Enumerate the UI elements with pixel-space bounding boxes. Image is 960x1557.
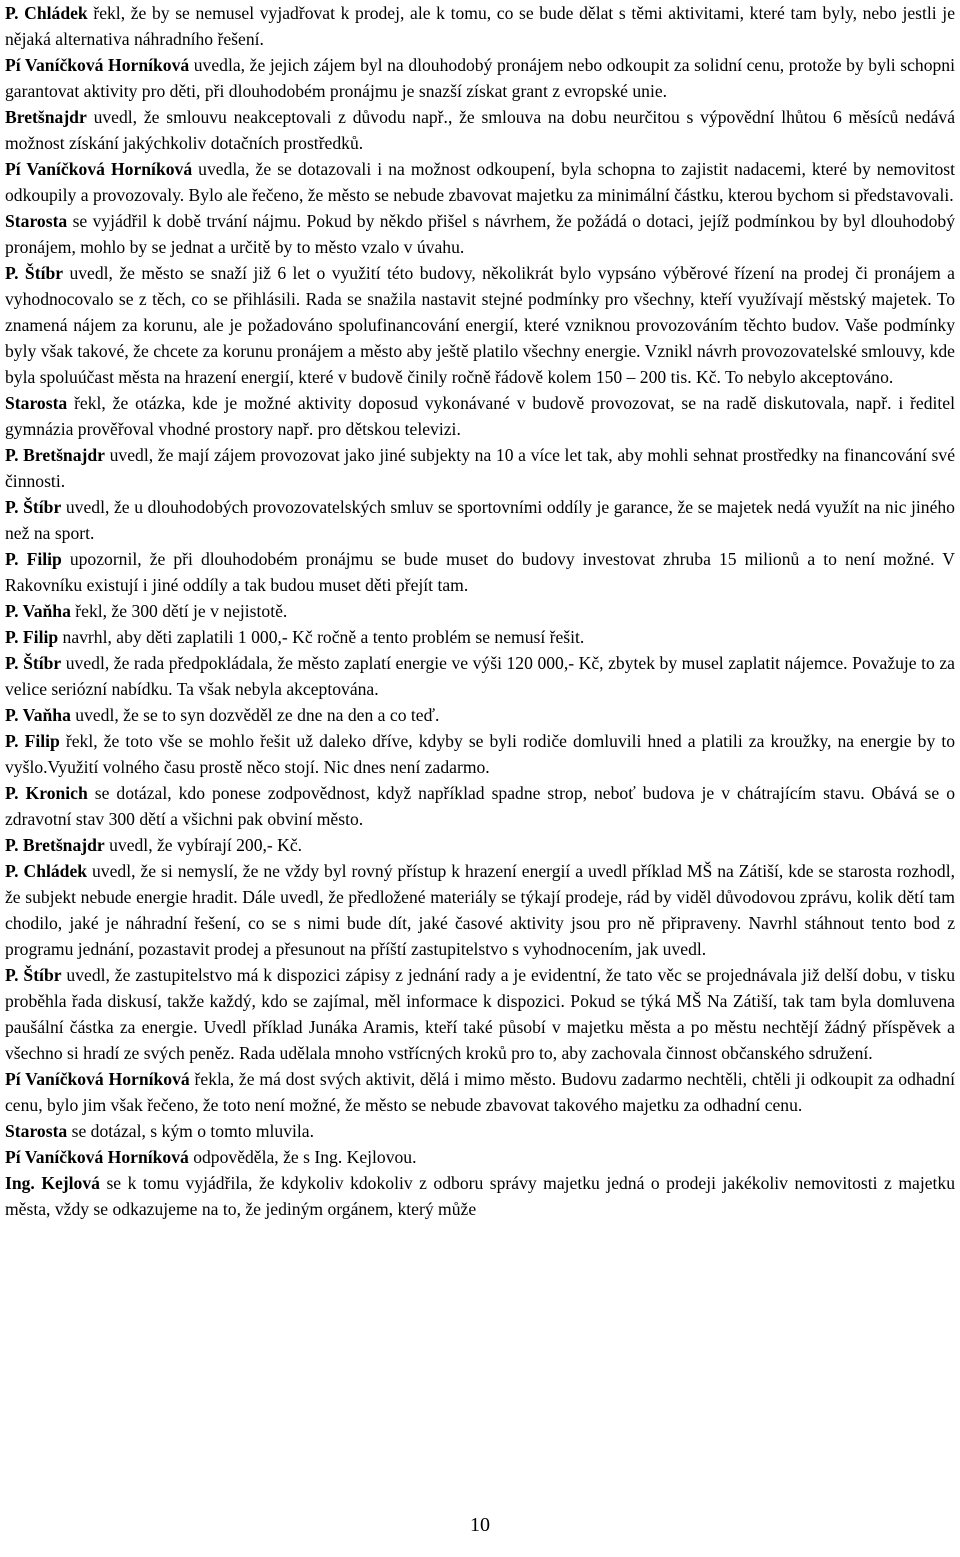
speaker-name: P. Bretšnajdr bbox=[5, 445, 105, 465]
minutes-paragraph bbox=[5, 104, 955, 156]
speaker-name: Ing. Kejlová bbox=[5, 1173, 100, 1193]
minutes-paragraph bbox=[5, 858, 955, 962]
paragraph-text: se dotázal, kdo ponese zodpovědnost, když například spadne strop, neboť budova je v chátrajícím stavu. Obává se o zdravotní stav 300 dětí a všichni pak obviní město. bbox=[5, 783, 955, 829]
speaker-name: P. Štíbr bbox=[5, 263, 64, 283]
paragraph-text: uvedl, že si nemyslí, že ne vždy byl rovný přístup k hrazení energií a uvedl příklad MŠ na Zátiší, kde se starosta rozhodl, že subjekt nebude energie hradit. Dále uvedl, že předložené materiály se týkají prodeje, rád by viděl důvodovou zprávu, kolik dětí tam chodilo, jaké je náhradní řešení, co se s nimi bude dít, jaké časové aktivity jsou pro ně připraveny. Navrhl stáhnout tento bod z programu jednání, pozastavit prodej a přesunout na příští zastupitelstvo s vyhodnocením, jak uvedl. bbox=[5, 861, 955, 959]
paragraph-text: uvedla, že jejich zájem byl na dlouhodobý pronájem nebo odkoupit za solidní cenu, protože by byli schopni garantovat aktivity pro děti, při dlouhodobém pronájmu je snazší získat grant z evropské unie. bbox=[5, 55, 955, 101]
paragraph-text: řekla, že má dost svých aktivit, dělá i mimo město. Budovu zadarmo nechtěli, chtěli ji odkoupit za odhadní cenu, bylo jim však řečeno, že toto není možné, že město se nebude zbavovat takového majetku za odhadní cenu. bbox=[5, 1069, 955, 1115]
paragraph-text: se k tomu vyjádřila, že kdykoliv kdokoliv z odboru správy majetku jedná o prodeji jakékoliv nemovitosti z majetku města, vždy se odkazujeme na to, že jediným orgánem, který může bbox=[5, 1173, 955, 1219]
minutes-paragraph bbox=[5, 962, 955, 1066]
speaker-name: P. Štíbr bbox=[5, 497, 62, 517]
document-page bbox=[5, 0, 955, 1222]
minutes-paragraph bbox=[5, 0, 955, 52]
speaker-name: P. Bretšnajdr bbox=[5, 835, 105, 855]
paragraph-text: uvedl, že zastupitelstvo má k dispozici zápisy z jednání rady a je evidentní, že tato věc se projednávala již delší dobu, v tisku proběhla řada diskusí, takže každý, kdo se zajímal, měl informace k dispozici. Pokud se týká MŠ Na Zátiší, tak tam byla domluvena paušální částka za energie. Uvedl příklad Junáka Aramis, kteří také působí v majetku města a po městu nechtějí žádný příspěvek a všechno si hradí ze svých peněz. Rada udělala mnoho vstřícných kroků pro to, aby zachovala činnost občanského sdružení. bbox=[5, 965, 955, 1063]
minutes-paragraph bbox=[5, 780, 955, 832]
paragraph-text: odpověděla, že s Ing. Kejlovou. bbox=[188, 1147, 417, 1167]
paragraph-list bbox=[5, 0, 955, 1222]
speaker-name: P. Filip bbox=[5, 627, 59, 647]
minutes-paragraph bbox=[5, 624, 955, 650]
speaker-name: Pí Vaníčková Horníková bbox=[5, 55, 190, 75]
paragraph-text: upozornil, že při dlouhodobém pronájmu se bude muset do budovy investovat zhruba 15 milionů a to není možné. V Rakovníku existují i jiné oddíly a tak budou muset děti přejít tam. bbox=[5, 549, 955, 595]
minutes-paragraph bbox=[5, 702, 955, 728]
speaker-name: Pí Vaníčková Horníková bbox=[5, 159, 193, 179]
minutes-paragraph bbox=[5, 390, 955, 442]
minutes-paragraph bbox=[5, 442, 955, 494]
speaker-name: P. Chládek bbox=[5, 3, 88, 23]
minutes-paragraph bbox=[5, 208, 955, 260]
speaker-name: Bretšnajdr bbox=[5, 107, 87, 127]
paragraph-text: navrhl, aby děti zaplatili 1 000,- Kč ročně a tento problém se nemusí řešit. bbox=[58, 627, 585, 647]
minutes-paragraph bbox=[5, 728, 955, 780]
paragraph-text: řekl, že 300 dětí je v nejistotě. bbox=[70, 601, 288, 621]
speaker-name: P. Filip bbox=[5, 731, 60, 751]
paragraph-text: se vyjádřil k době trvání nájmu. Pokud by někdo přišel s návrhem, že požádá o dotaci, jejíž podmínkou by byl dlouhodobý pronájem, mohlo by se jednat a určitě by to město vzalo v úvahu. bbox=[5, 211, 955, 257]
minutes-paragraph bbox=[5, 1170, 955, 1222]
speaker-name: P. Chládek bbox=[5, 861, 88, 881]
minutes-paragraph bbox=[5, 832, 955, 858]
paragraph-text: uvedl, že vybírají 200,- Kč. bbox=[104, 835, 303, 855]
minutes-paragraph bbox=[5, 546, 955, 598]
speaker-name: P. Filip bbox=[5, 549, 62, 569]
page-number: 10 bbox=[470, 1514, 490, 1536]
speaker-name: Pí Vaníčková Horníková bbox=[5, 1147, 189, 1167]
speaker-name: P. Štíbr bbox=[5, 653, 62, 673]
paragraph-text: řekl, že by se nemusel vyjadřovat k prodej, ale k tomu, co se bude dělat s těmi aktivitami, které tam byly, nebo jestli je nějaká alternativa náhradního řešení. bbox=[5, 3, 956, 49]
paragraph-text: uvedla, že se dotazovali i na možnost odkoupení, byla schopna to zajistit nadacemi, které by nemovitost odkoupily a provozovaly. Bylo ale řečeno, že město se nebude zbavovat majetku za minimální částku, kterou bychom si představovali. bbox=[5, 159, 955, 205]
speaker-name: P. Vaňha bbox=[5, 601, 71, 621]
minutes-paragraph bbox=[5, 1066, 955, 1118]
minutes-paragraph bbox=[5, 598, 955, 624]
speaker-name: P. Štíbr bbox=[5, 965, 62, 985]
paragraph-text: řekl, že otázka, kde je možné aktivity doposud vykonávané v budově provozovat, se na radě diskutovala, např. i ředitel gymnázia prověřoval vhodné prostory např. pro dětskou televizi. bbox=[5, 393, 955, 439]
speaker-name: Starosta bbox=[5, 393, 68, 413]
paragraph-text: uvedl, že se to syn dozvěděl ze dne na den a co teď. bbox=[70, 705, 440, 725]
speaker-name: Starosta bbox=[5, 1121, 68, 1141]
minutes-paragraph bbox=[5, 494, 955, 546]
paragraph-text: uvedl, že město se snaží již 6 let o využití této budovy, několikrát bylo vypsáno výběrové řízení na prodej či pronájem a vyhodnocovalo se z těch, co se přihlásili. Rada se snažila nastavit stejné podmínky pro všechny, kteří využívají městský majetek. To znamená nájem za korunu, ale je požadováno spolufinancování energií, které vzniknou provozováním těchto budov. Vaše podmínky byly však takové, že chcete za korunu pronájem a město aby ještě platilo všechny energie. Vznikl návrh provozovatelské smlouvy, kde byla spoluúčast města na hrazení energií, které v budově činily ročně řádově kolem 150 – 200 tis. Kč. To nebylo akceptováno. bbox=[5, 263, 955, 387]
minutes-paragraph bbox=[5, 650, 955, 702]
paragraph-text: uvedl, že mají zájem provozovat jako jiné subjekty na 10 a více let tak, aby mohli sehnat prostředky na financování své činnosti. bbox=[5, 445, 956, 491]
minutes-paragraph bbox=[5, 1144, 955, 1170]
paragraph-text: uvedl, že u dlouhodobých provozovatelských smluv se sportovními oddíly je garance, že se majetek nedá využít na nic jiného než na sport. bbox=[5, 497, 955, 543]
speaker-name: P. Kronich bbox=[5, 783, 88, 803]
paragraph-text: uvedl, že rada předpokládala, že město zaplatí energie ve výši 120 000,- Kč, zbytek by musel zaplatit nájemce. Považuje to za velice seriózní nabídku. Ta však nebyla akceptována. bbox=[5, 653, 955, 699]
paragraph-text: se dotázal, s kým o tomto mluvila. bbox=[67, 1121, 315, 1141]
speaker-name: Starosta bbox=[5, 211, 68, 231]
minutes-paragraph bbox=[5, 260, 955, 390]
minutes-paragraph bbox=[5, 156, 955, 208]
minutes-paragraph bbox=[5, 52, 955, 104]
speaker-name: Pí Vaníčková Horníková bbox=[5, 1069, 190, 1089]
paragraph-text: řekl, že toto vše se mohlo řešit už daleko dříve, kdyby se byli rodiče domluvili hned a platili za kroužky, na energie by to vyšlo.Využití volného času prostě něco stojí. Nic dnes není zadarmo. bbox=[5, 731, 956, 777]
minutes-paragraph bbox=[5, 1118, 955, 1144]
paragraph-text: uvedl, že smlouvu neakceptovali z důvodu např., že smlouva na dobu neurčitou s výpovědní lhůtou 6 měsíců nedává možnost získání jakýchkoliv dotačních prostředků. bbox=[5, 107, 955, 153]
speaker-name: P. Vaňha bbox=[5, 705, 71, 725]
